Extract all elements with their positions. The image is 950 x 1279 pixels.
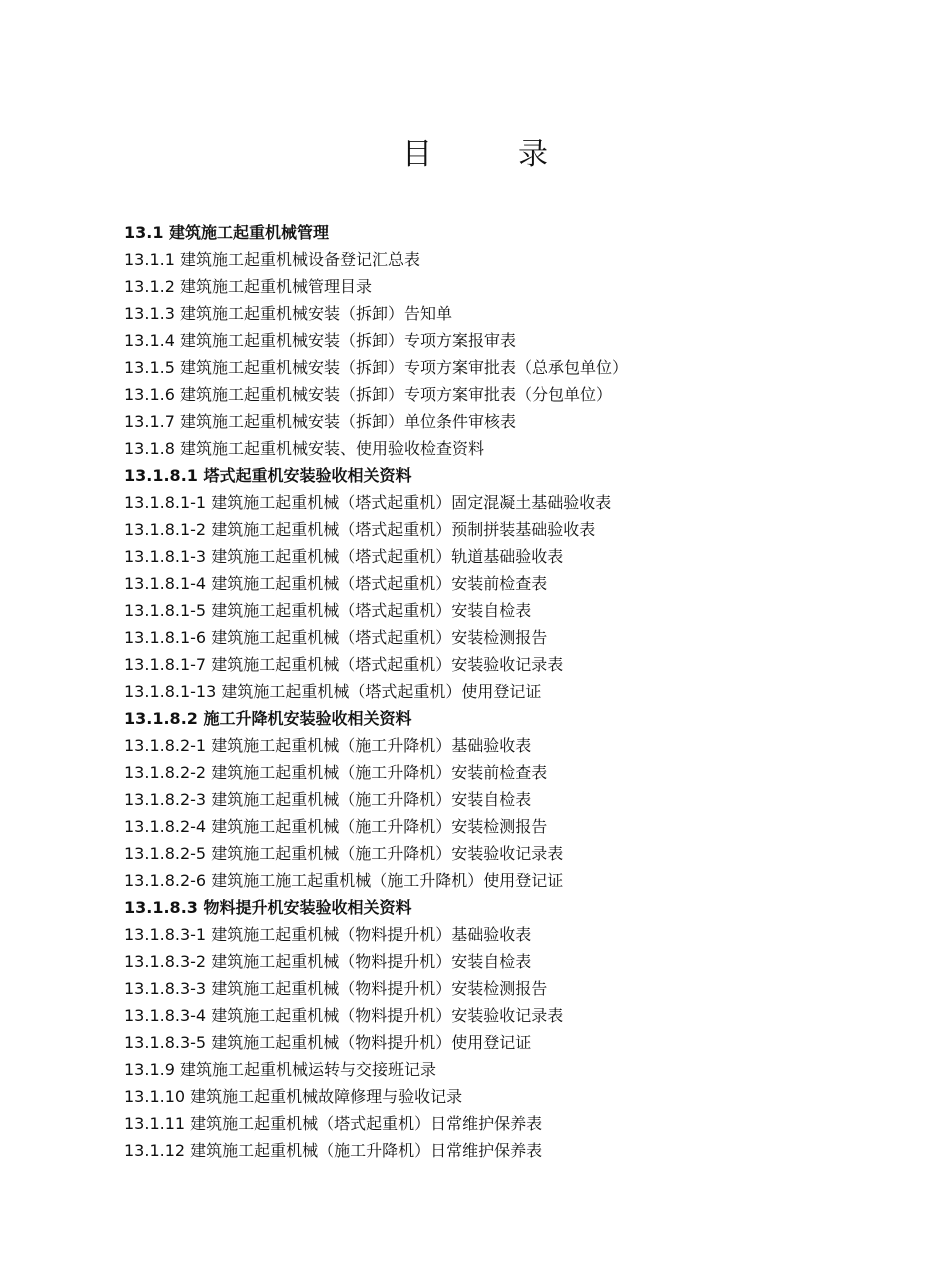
toc-entry: 13.1.5 建筑施工起重机械安装（拆卸）专项方案审批表（总承包单位）: [124, 358, 628, 377]
toc-entry: 13.1.11 建筑施工起重机械（塔式起重机）日常维护保养表: [124, 1114, 543, 1133]
toc-entry: 13.1.8.3-5 建筑施工起重机械（物料提升机）使用登记证: [124, 1033, 532, 1052]
toc-entry: 13.1.8.3-2 建筑施工起重机械（物料提升机）安装自检表: [124, 952, 532, 971]
toc-entry: 13.1.8.3-1 建筑施工起重机械（物料提升机）基础验收表: [124, 925, 532, 944]
toc-entry: 13.1.9 建筑施工起重机械运转与交接班记录: [124, 1060, 436, 1079]
toc-section-heading: 13.1.8.2 施工升降机安装验收相关资料: [124, 709, 412, 728]
toc-entry: 13.1.8.2-3 建筑施工起重机械（施工升降机）安装自检表: [124, 790, 532, 809]
page-title: 目 录: [402, 137, 576, 172]
toc-entry: 13.1.8.1-2 建筑施工起重机械（塔式起重机）预制拼装基础验收表: [124, 520, 596, 539]
toc-entry: 13.1.8.1-6 建筑施工起重机械（塔式起重机）安装检测报告: [124, 628, 548, 647]
toc-section-heading: 13.1.8.3 物料提升机安装验收相关资料: [124, 898, 412, 917]
toc-entry: 13.1.8 建筑施工起重机械安装、使用验收检查资料: [124, 439, 484, 458]
toc-entry: 13.1.7 建筑施工起重机械安装（拆卸）单位条件审核表: [124, 412, 516, 431]
toc-entry: 13.1.12 建筑施工起重机械（施工升降机）日常维护保养表: [124, 1141, 543, 1160]
toc-entry: 13.1.1 建筑施工起重机械设备登记汇总表: [124, 250, 420, 269]
toc-entry: 13.1.8.1-1 建筑施工起重机械（塔式起重机）固定混凝土基础验收表: [124, 493, 612, 512]
toc-entry: 13.1.8.2-6 建筑施工施工起重机械（施工升降机）使用登记证: [124, 871, 564, 890]
toc-entry: 13.1.8.2-5 建筑施工起重机械（施工升降机）安装验收记录表: [124, 844, 564, 863]
toc-entry: 13.1.8.2-2 建筑施工起重机械（施工升降机）安装前检查表: [124, 763, 548, 782]
toc-entry: 13.1.8.3-4 建筑施工起重机械（物料提升机）安装验收记录表: [124, 1006, 564, 1025]
toc-entry: 13.1.4 建筑施工起重机械安装（拆卸）专项方案报审表: [124, 331, 516, 350]
toc-section-heading: 13.1 建筑施工起重机械管理: [124, 223, 330, 242]
toc-entry: 13.1.8.1-13 建筑施工起重机械（塔式起重机）使用登记证: [124, 682, 542, 701]
toc-entry: 13.1.8.3-3 建筑施工起重机械（物料提升机）安装检测报告: [124, 979, 548, 998]
toc-entry: 13.1.6 建筑施工起重机械安装（拆卸）专项方案审批表（分包单位）: [124, 385, 612, 404]
toc-entry: 13.1.10 建筑施工起重机械故障修理与验收记录: [124, 1087, 463, 1106]
toc-section-heading: 13.1.8.1 塔式起重机安装验收相关资料: [124, 466, 412, 485]
table-of-contents: [124, 219, 884, 1164]
toc-entry: 13.1.8.2-4 建筑施工起重机械（施工升降机）安装检测报告: [124, 817, 548, 836]
toc-entry: 13.1.8.1-3 建筑施工起重机械（塔式起重机）轨道基础验收表: [124, 547, 564, 566]
toc-entry: 13.1.8.1-7 建筑施工起重机械（塔式起重机）安装验收记录表: [124, 655, 564, 674]
toc-entry: 13.1.3 建筑施工起重机械安装（拆卸）告知单: [124, 304, 452, 323]
toc-entry: 13.1.8.2-1 建筑施工起重机械（施工升降机）基础验收表: [124, 736, 532, 755]
toc-entry: 13.1.8.1-4 建筑施工起重机械（塔式起重机）安装前检查表: [124, 574, 548, 593]
toc-entry: 13.1.8.1-5 建筑施工起重机械（塔式起重机）安装自检表: [124, 601, 532, 620]
toc-entry: 13.1.2 建筑施工起重机械管理目录: [124, 277, 372, 296]
